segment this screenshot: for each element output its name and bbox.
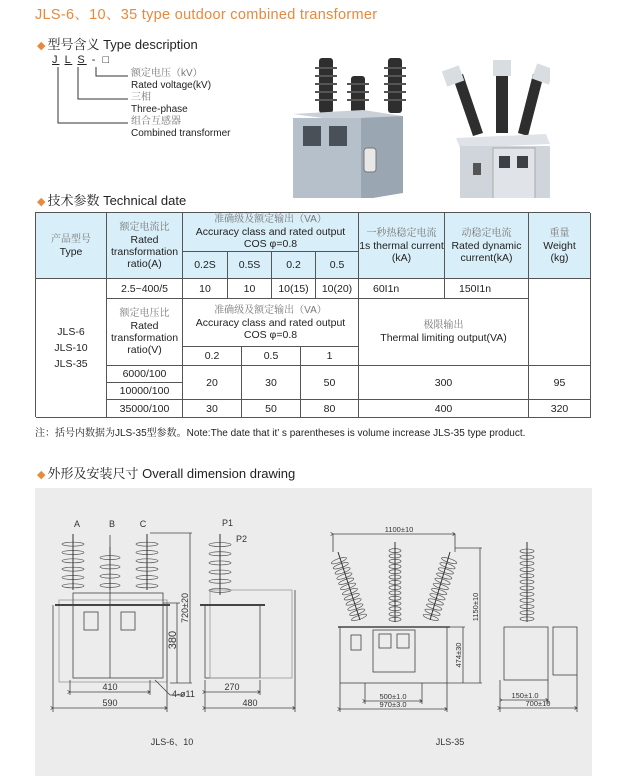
diamond-bullet-icon: ◆ bbox=[37, 196, 46, 208]
en-label: Rated transformation ratio(V) bbox=[110, 320, 179, 356]
phase-c-label: C bbox=[139, 519, 147, 529]
zh-label: 极限输出 bbox=[423, 320, 464, 331]
width-label: 970±3.0 bbox=[379, 700, 407, 709]
zh-label: 一秒热稳定电流 bbox=[366, 227, 437, 239]
header-class: 0.5 bbox=[316, 252, 359, 279]
mount-label: 500±1.0 bbox=[379, 692, 407, 701]
insulator-icon bbox=[136, 534, 158, 590]
type-jls-10: JLS-10 bbox=[54, 342, 88, 354]
height-label: 1150±10 bbox=[471, 592, 480, 622]
zh-label: 产品型号 bbox=[51, 233, 91, 245]
current-value: 10(15) bbox=[272, 279, 316, 299]
current-value: 10 bbox=[183, 279, 228, 299]
mount-label: 410 bbox=[102, 682, 118, 692]
unit-label: (kA) bbox=[391, 251, 412, 264]
en-label: Rated voltage(kV) bbox=[131, 80, 212, 91]
zh-label: 重量 bbox=[549, 227, 570, 239]
en-label: 1s thermal current bbox=[359, 239, 444, 252]
insulator-icon bbox=[209, 534, 231, 595]
width-label: 590 bbox=[102, 698, 118, 708]
unit-label: (kg) bbox=[550, 251, 569, 264]
en-label: Thermal limiting output(VA) bbox=[380, 332, 507, 344]
body-height-label: 474±30 bbox=[454, 642, 463, 668]
voltage-value: 30 bbox=[242, 366, 301, 400]
height-label: 720±20 bbox=[180, 593, 190, 623]
limit-value: 300 bbox=[359, 366, 529, 400]
current-value: 10(20) bbox=[316, 279, 359, 299]
code-l: L bbox=[64, 54, 73, 66]
voltage-class: 0.5 bbox=[242, 347, 301, 366]
en-label: Rated dynamic current(kA) bbox=[451, 239, 522, 264]
voltage-value: 50 bbox=[301, 366, 359, 400]
type-jls-6: JLS-6 bbox=[57, 326, 85, 338]
p1-label: P1 bbox=[222, 518, 234, 528]
span-label: 1100±10 bbox=[384, 525, 414, 534]
zh-label: 准确级及额定输出（VA） bbox=[214, 304, 327, 316]
p2-label: P2 bbox=[236, 534, 248, 544]
zh-label: 组合互感器 bbox=[131, 116, 181, 127]
header-class: 0.2 bbox=[272, 252, 316, 279]
voltage-class: 1 bbox=[301, 347, 359, 366]
en-label: Accuracy class and rated output bbox=[195, 226, 346, 238]
insulator-icon bbox=[331, 552, 368, 622]
phase-a-label: A bbox=[73, 519, 81, 529]
diamond-bullet-icon: ◆ bbox=[37, 469, 46, 481]
voltage-ratio: 10000/100 bbox=[107, 383, 183, 400]
side-mount-label: 150±1.0 bbox=[511, 691, 539, 700]
voltage-ratio: 35000/100 bbox=[107, 400, 183, 418]
voltage-value: 30 bbox=[183, 400, 242, 418]
zh-label: 额定电流比 bbox=[119, 221, 170, 233]
current-value: 10 bbox=[228, 279, 272, 299]
zh-label: 额定电压（kV） bbox=[131, 68, 203, 79]
cos-label: COS φ=0.8 bbox=[243, 238, 298, 250]
voltage-value: 20 bbox=[183, 366, 242, 400]
zh-label: 三相 bbox=[131, 92, 151, 103]
heading-text: 技术参数 Technical date bbox=[47, 193, 187, 208]
heading-text: 型号含义 Type description bbox=[47, 37, 198, 52]
weight-value: 320 bbox=[529, 400, 591, 418]
weight-value: 95 bbox=[529, 366, 591, 400]
zh-label: 动稳定电流 bbox=[461, 227, 512, 239]
en-label: Weight bbox=[543, 239, 576, 252]
en-label: Rated transformation ratio(A) bbox=[110, 233, 179, 270]
insulator-icon bbox=[520, 542, 534, 622]
en-label: Accuracy class and rated output bbox=[195, 316, 346, 329]
holes-label: 4-ø11 bbox=[172, 689, 195, 699]
heading-text: 外形及安装尺寸 Overall dimension drawing bbox=[47, 466, 296, 481]
voltage-class: 0.2 bbox=[183, 347, 242, 366]
code-dash: - bbox=[91, 54, 98, 66]
cos-label: COS φ=0.8 bbox=[243, 328, 298, 341]
current-ratio-value: 2.5~400/5 bbox=[107, 279, 183, 299]
en-label: Three-phase bbox=[131, 104, 188, 115]
table-note: 注：括号内数据为JLS-35型参数。Note:The date that it’ s parentheses is volume increase JLS-35 type product. bbox=[35, 428, 526, 439]
side-width-label: 700±10 bbox=[525, 699, 551, 708]
zh-label: 额定电压比 bbox=[119, 308, 170, 319]
side-mount-label: 270 bbox=[224, 682, 240, 692]
jls-35-caption: JLS-35 bbox=[435, 737, 465, 747]
thermal-value: 60I1n bbox=[359, 279, 445, 299]
diamond-bullet-icon: ◆ bbox=[37, 40, 46, 52]
jls-10-drawing bbox=[53, 533, 295, 712]
jls-10-caption: JLS-6、10 bbox=[150, 737, 194, 747]
dimension-labels bbox=[74, 518, 551, 747]
body-height-label: 380 bbox=[167, 630, 179, 650]
header-class: 0.5S bbox=[228, 252, 272, 279]
side-width-label: 480 bbox=[242, 698, 258, 708]
phase-b-label: B bbox=[108, 519, 116, 529]
voltage-value: 80 bbox=[301, 400, 359, 418]
limit-value: 400 bbox=[359, 400, 529, 418]
insulator-icon bbox=[62, 534, 84, 590]
dynamic-value: 150I1n bbox=[445, 279, 529, 299]
type-jls-35: JLS-35 bbox=[54, 358, 88, 370]
code-box: □ bbox=[102, 54, 112, 66]
insulator-icon bbox=[423, 552, 458, 622]
header-class: 0.2S bbox=[183, 252, 228, 279]
zh-label: 准确级及额定输出（VA） bbox=[214, 214, 327, 225]
insulators bbox=[62, 534, 534, 622]
code-j: J bbox=[52, 54, 60, 66]
page-title: JLS-6、10、35 type outdoor combined transformer bbox=[35, 7, 378, 23]
insulator-icon bbox=[389, 542, 401, 622]
code-s: S bbox=[77, 54, 87, 66]
en-label: Type bbox=[59, 245, 83, 258]
voltage-value: 50 bbox=[242, 400, 301, 418]
voltage-ratio: 6000/100 bbox=[107, 366, 183, 383]
en-label: Combined transformer bbox=[131, 128, 231, 139]
